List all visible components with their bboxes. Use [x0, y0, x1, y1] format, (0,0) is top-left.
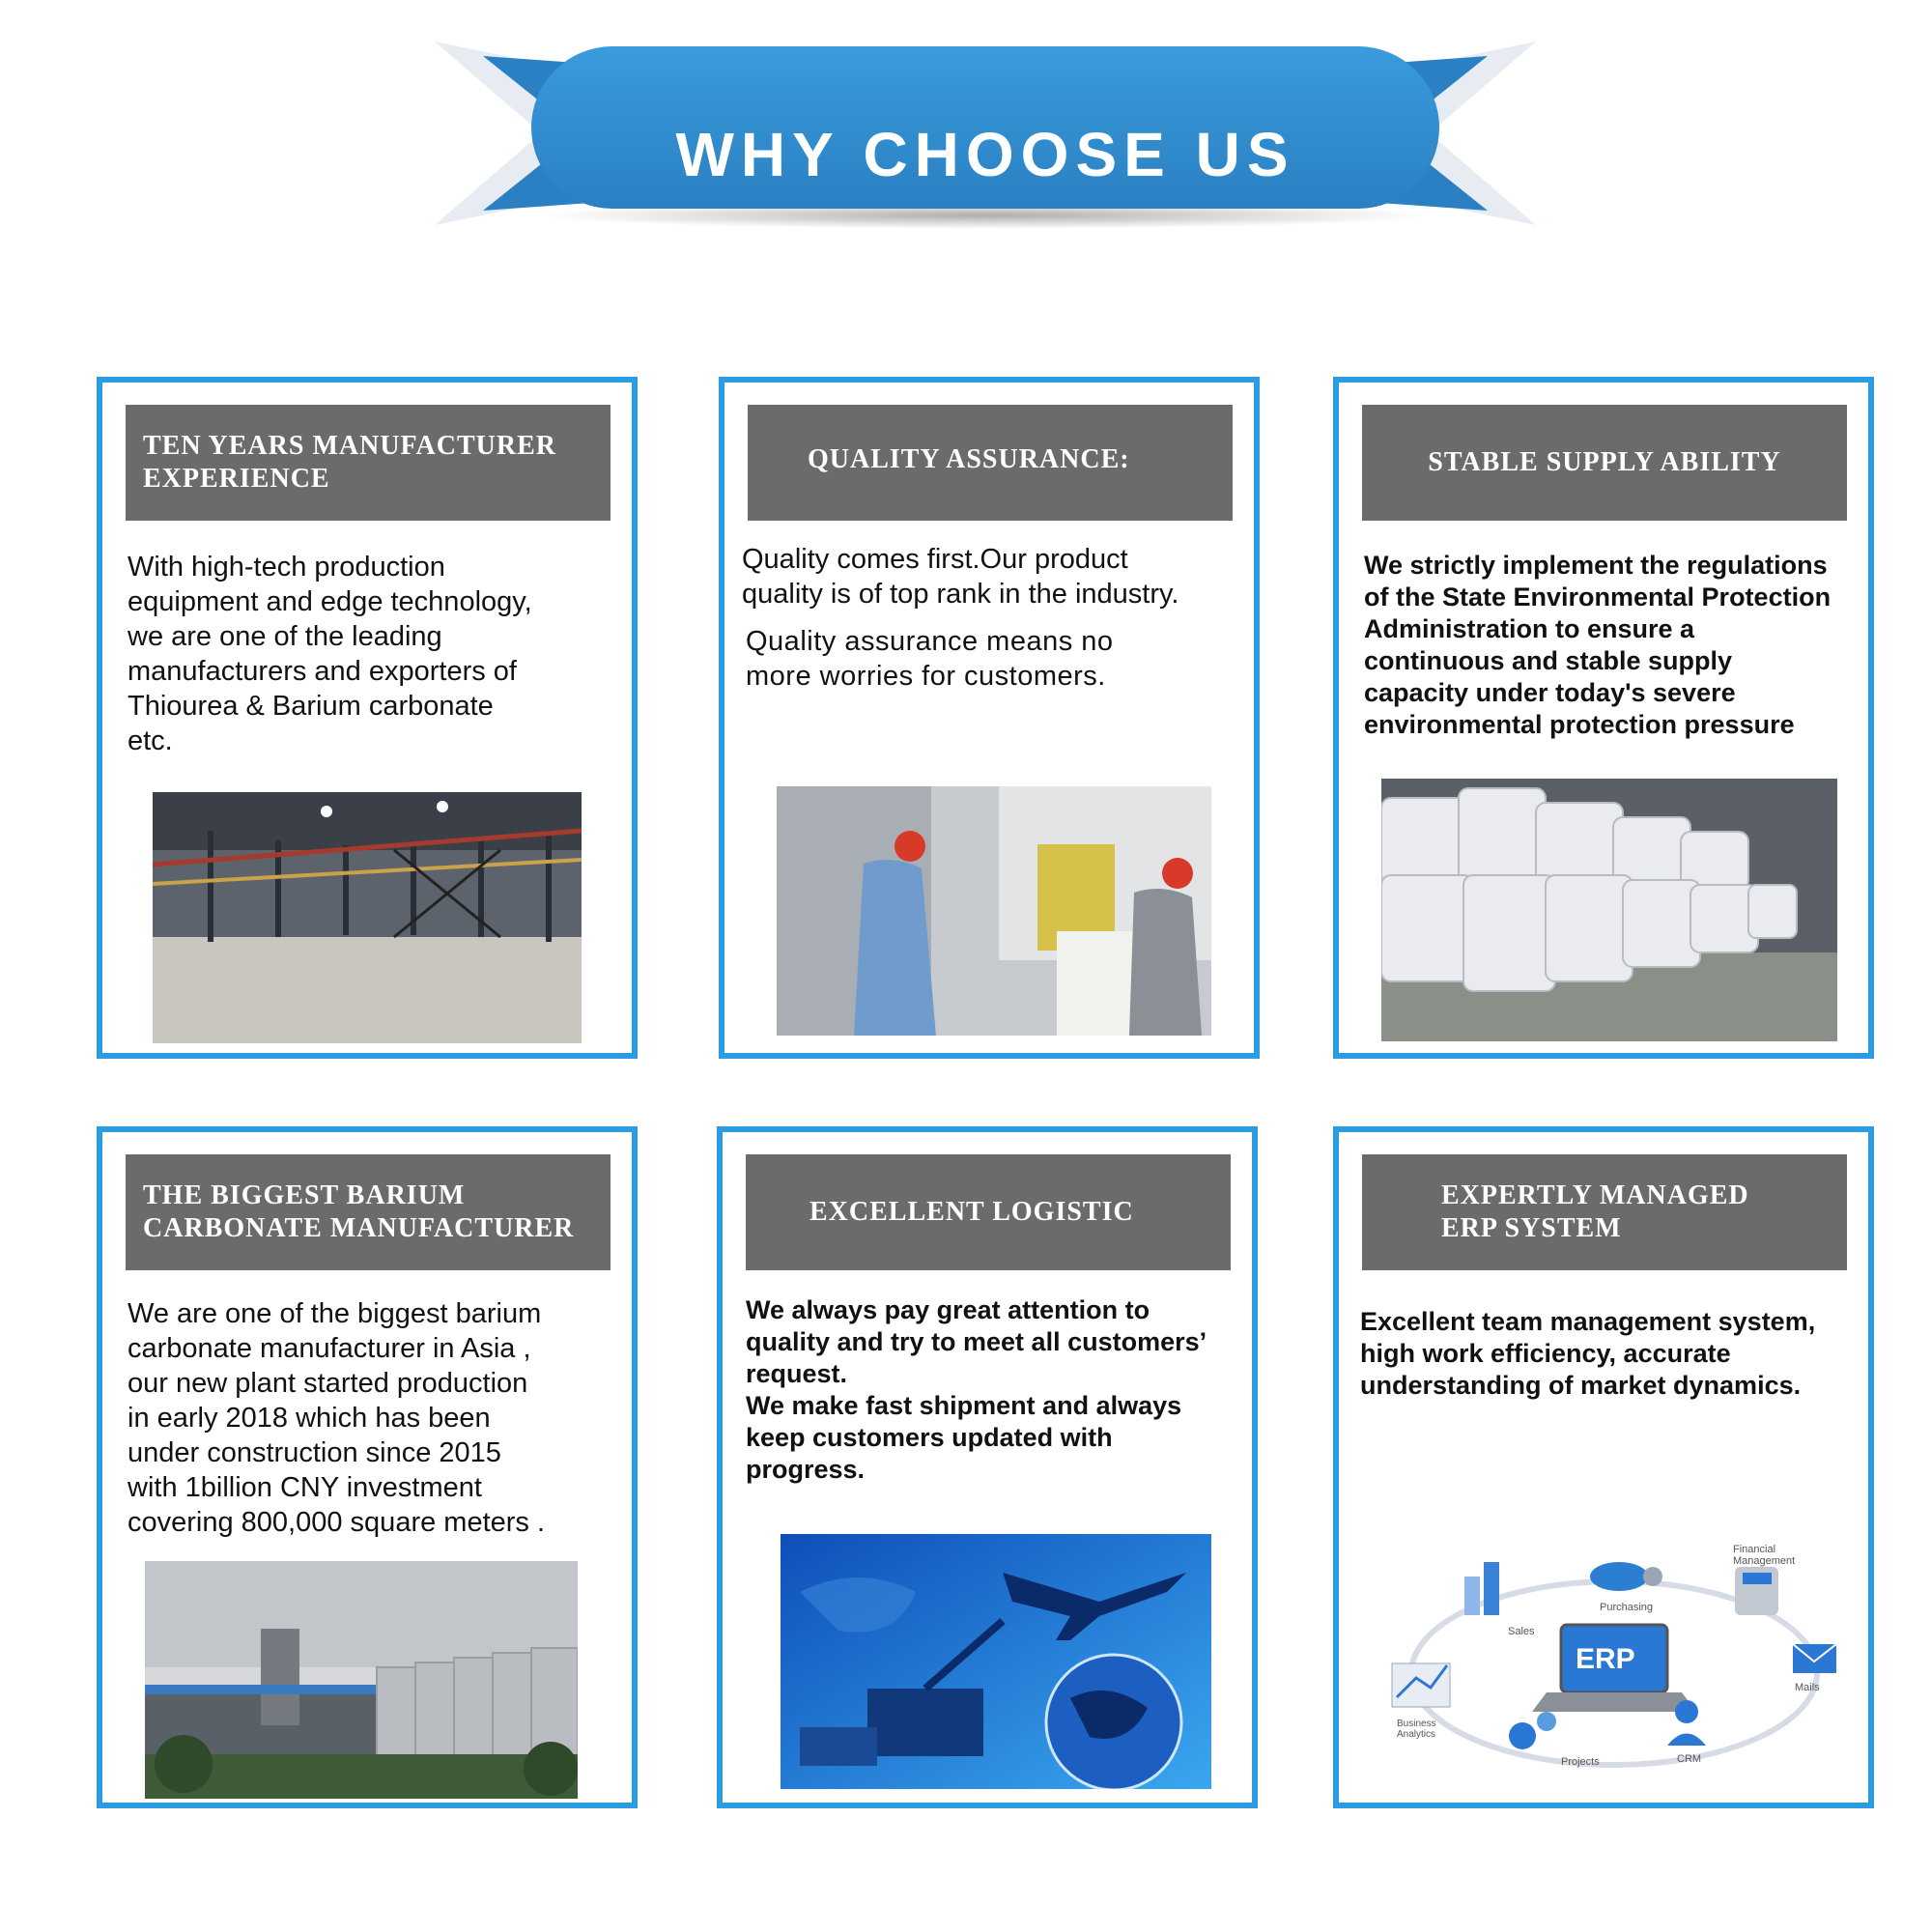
card-stable-supply	[1333, 377, 1874, 1059]
card-text: We always pay great attention to quality and try to meet all customers’ request. We make fast shipment and always keep customers updated with progress.	[746, 1295, 1207, 1484]
plant-exterior-image	[145, 1561, 578, 1799]
card-erp-system	[1333, 1126, 1874, 1808]
erp-label-purchasing: Purchasing	[1600, 1602, 1654, 1613]
card-text: With high-tech production equipment and edge technology, we are one of the leading manufacturers and exporters of Thiourea & Barium carbonate etc.	[128, 552, 532, 756]
analytics-icon	[1392, 1663, 1450, 1707]
card-title: QUALITY ASSURANCE:	[748, 405, 1233, 521]
erp-label-mails: Mails	[1795, 1682, 1820, 1693]
card-title: THE BIGGEST BARIUM CARBONATE MANUFACTURER	[126, 1154, 611, 1270]
erp-label-business-analytics: Business Analytics	[1397, 1719, 1436, 1740]
card-text: We are one of the biggest barium carbonate manufacturer in Asia , our new plant started production in early 2018 which has been under construction since 2015 with 1billion CNY investment covering 800,000 square meters .	[128, 1298, 546, 1538]
card-excellent-logistic	[717, 1126, 1258, 1808]
gears-icon	[1509, 1712, 1556, 1749]
section-banner	[425, 37, 1546, 240]
erp-diagram	[1377, 1538, 1841, 1789]
sales-chart-icon	[1464, 1562, 1499, 1615]
mail-icon	[1793, 1644, 1836, 1673]
logistics-image	[781, 1534, 1211, 1789]
erp-center-label: ERP	[1576, 1643, 1635, 1675]
erp-label-sales: Sales	[1508, 1626, 1535, 1637]
card-biggest-manufacturer	[97, 1126, 638, 1808]
card-title: STABLE SUPPLY ABILITY	[1362, 405, 1847, 521]
card-text: We strictly implement the regulations of the State Environmental Protection Administration to ensure a continuous and stable supply capacity under today's severe environmental protection pressure	[1364, 551, 1832, 739]
factory-hall-image	[153, 792, 582, 1043]
card-quality-assurance	[719, 377, 1260, 1059]
purchasing-icon	[1590, 1562, 1662, 1591]
product-bags-image	[1381, 779, 1837, 1041]
erp-label-financial: Financial Management	[1733, 1544, 1796, 1568]
card-ten-years-experience	[97, 377, 638, 1059]
card-title: TEN YEARS MANUFACTURER EXPERIENCE	[126, 405, 611, 521]
card-text: Excellent team management system, high work efficiency, accurate understanding of market dynamics.	[1360, 1307, 1816, 1400]
card-title: EXCELLENT LOGISTIC	[746, 1154, 1231, 1270]
card-text-secondary: Quality assurance means no more worries for customers.	[746, 626, 1114, 692]
banner-title: WHY CHOOSE US	[675, 120, 1295, 189]
card-text: Quality comes first.Our product quality is of top rank in the industry.	[742, 544, 1179, 610]
workers-packing-image	[777, 786, 1211, 1036]
calculator-icon	[1735, 1567, 1778, 1615]
card-title: EXPERTLY MANAGED ERP SYSTEM	[1362, 1154, 1847, 1270]
erp-label-projects: Projects	[1561, 1756, 1600, 1768]
erp-label-crm: CRM	[1677, 1753, 1702, 1765]
